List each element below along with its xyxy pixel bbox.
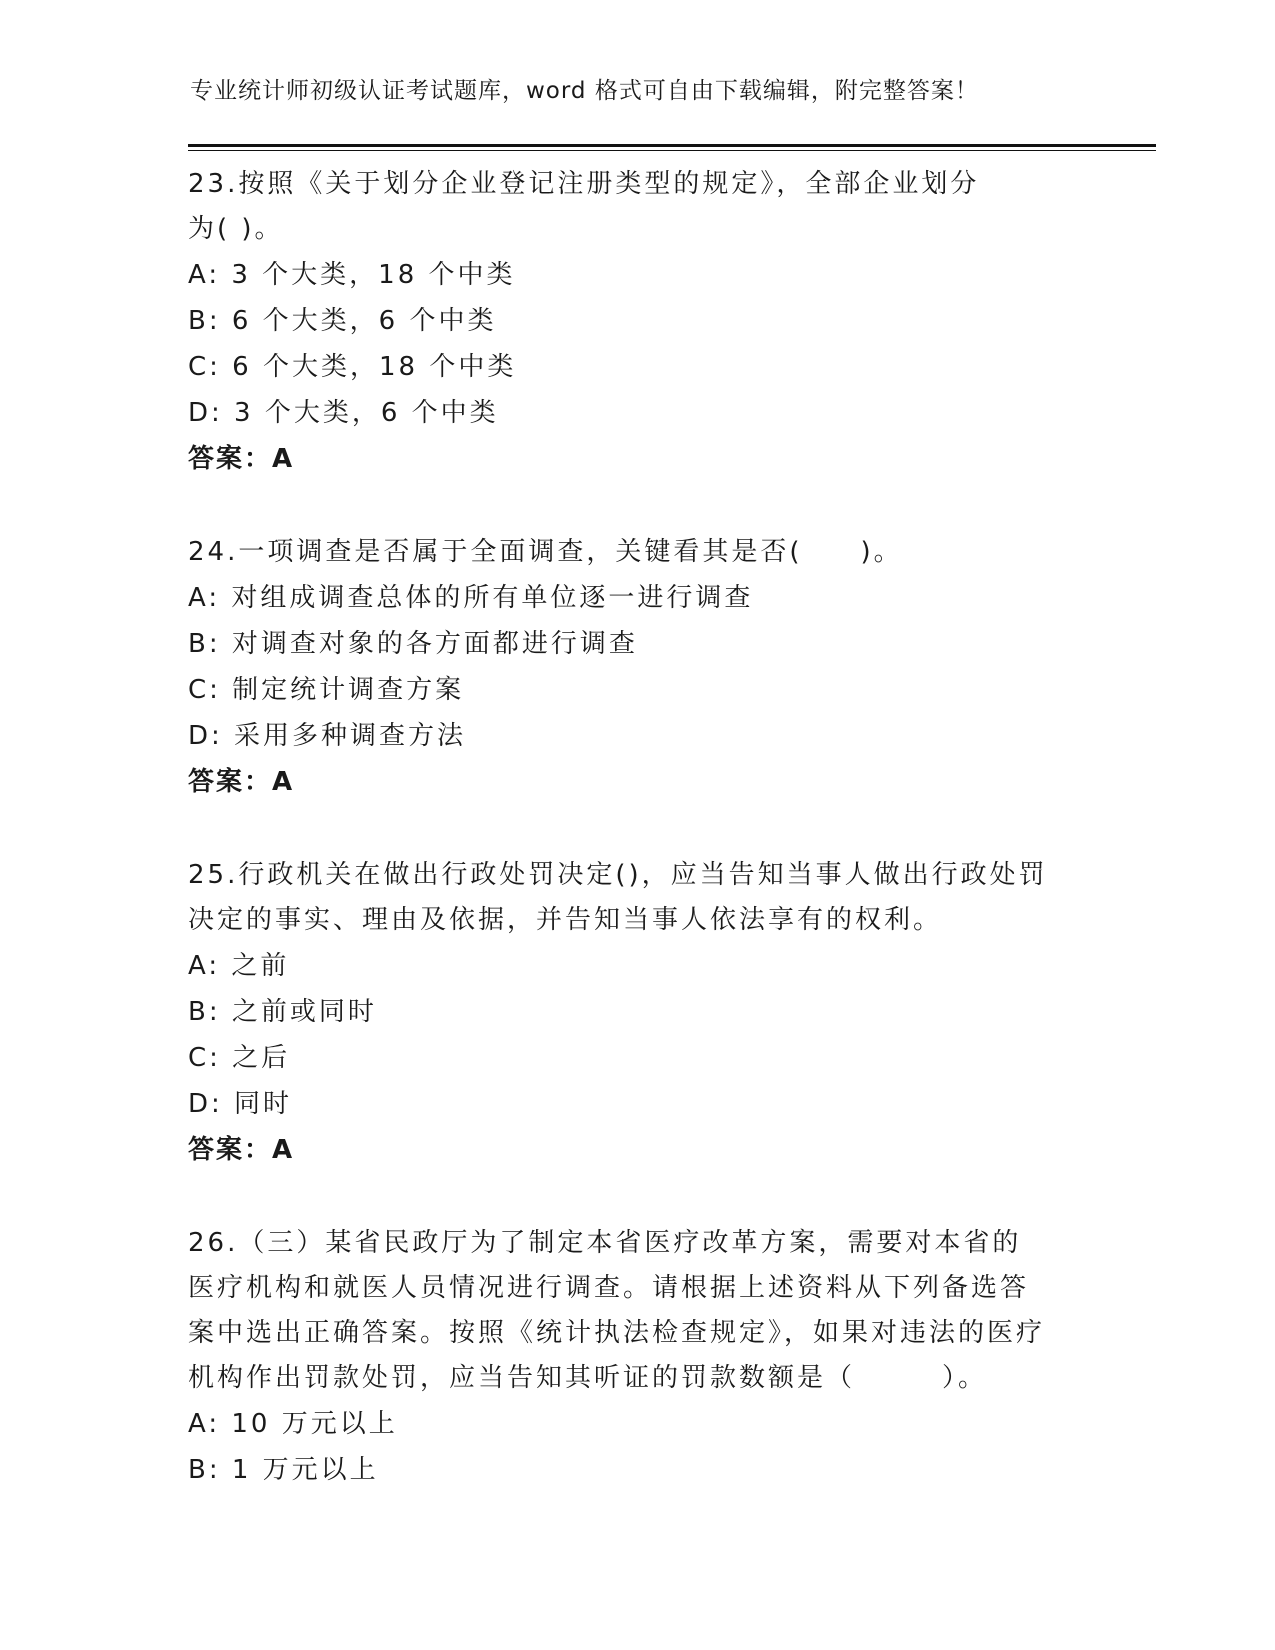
option-d: D: 同时 xyxy=(188,1089,293,1119)
option-b: B: 对调查对象的各方面都进行调查 xyxy=(188,629,638,659)
option-b: B: 6 个大类，6 个中类 xyxy=(188,306,497,336)
option-b: B: 1 万元以上 xyxy=(188,1455,379,1485)
question-list xyxy=(188,162,1088,1541)
option-a: A: 10 万元以上 xyxy=(188,1409,398,1439)
question-stem: 24.一项调查是否属于全面调查，关键看其是否( )。 xyxy=(188,537,903,567)
option-c: C: 之后 xyxy=(188,1043,291,1073)
answer-label: 答案：A xyxy=(188,767,295,797)
option-d: D: 采用多种调查方法 xyxy=(188,721,467,751)
question-23 xyxy=(188,162,1088,482)
question-stem: 23.按照《关于划分企业登记注册类型的规定》，全部企业划分为( )。 xyxy=(188,169,980,244)
question-26 xyxy=(188,1221,1088,1493)
option-d: D: 3 个大类，6 个中类 xyxy=(188,398,499,428)
option-a: A: 3 个大类，18 个中类 xyxy=(188,260,516,290)
question-stem: 26.（三）某省民政厅为了制定本省医疗改革方案，需要对本省的医疗机构和就医人员情况进行调查。请根据上述资料从下列备选答案中选出正确答案。按照《统计执法检查规定》，如果对违法的医疗机构作出罚款处罚，应当告知其听证的罚款数额是（ ）。 xyxy=(188,1228,1046,1393)
header-divider xyxy=(188,144,1156,147)
answer-label: 答案：A xyxy=(188,444,295,474)
option-a: A: 对组成调查总体的所有单位逐一进行调查 xyxy=(188,583,754,613)
question-stem: 25.行政机关在做出行政处罚决定()，应当告知当事人做出行政处罚决定的事实、理由及依据，并告知当事人依法享有的权利。 xyxy=(188,860,1048,935)
page-header: 专业统计师初级认证考试题库，word 格式可自由下载编辑，附完整答案！ xyxy=(190,78,979,104)
question-24 xyxy=(188,530,1088,805)
question-25 xyxy=(188,853,1088,1173)
option-c: C: 6 个大类，18 个中类 xyxy=(188,352,517,382)
option-c: C: 制定统计调查方案 xyxy=(188,675,465,705)
option-b: B: 之前或同时 xyxy=(188,997,377,1027)
answer-label: 答案：A xyxy=(188,1135,295,1165)
option-a: A: 之前 xyxy=(188,951,290,981)
